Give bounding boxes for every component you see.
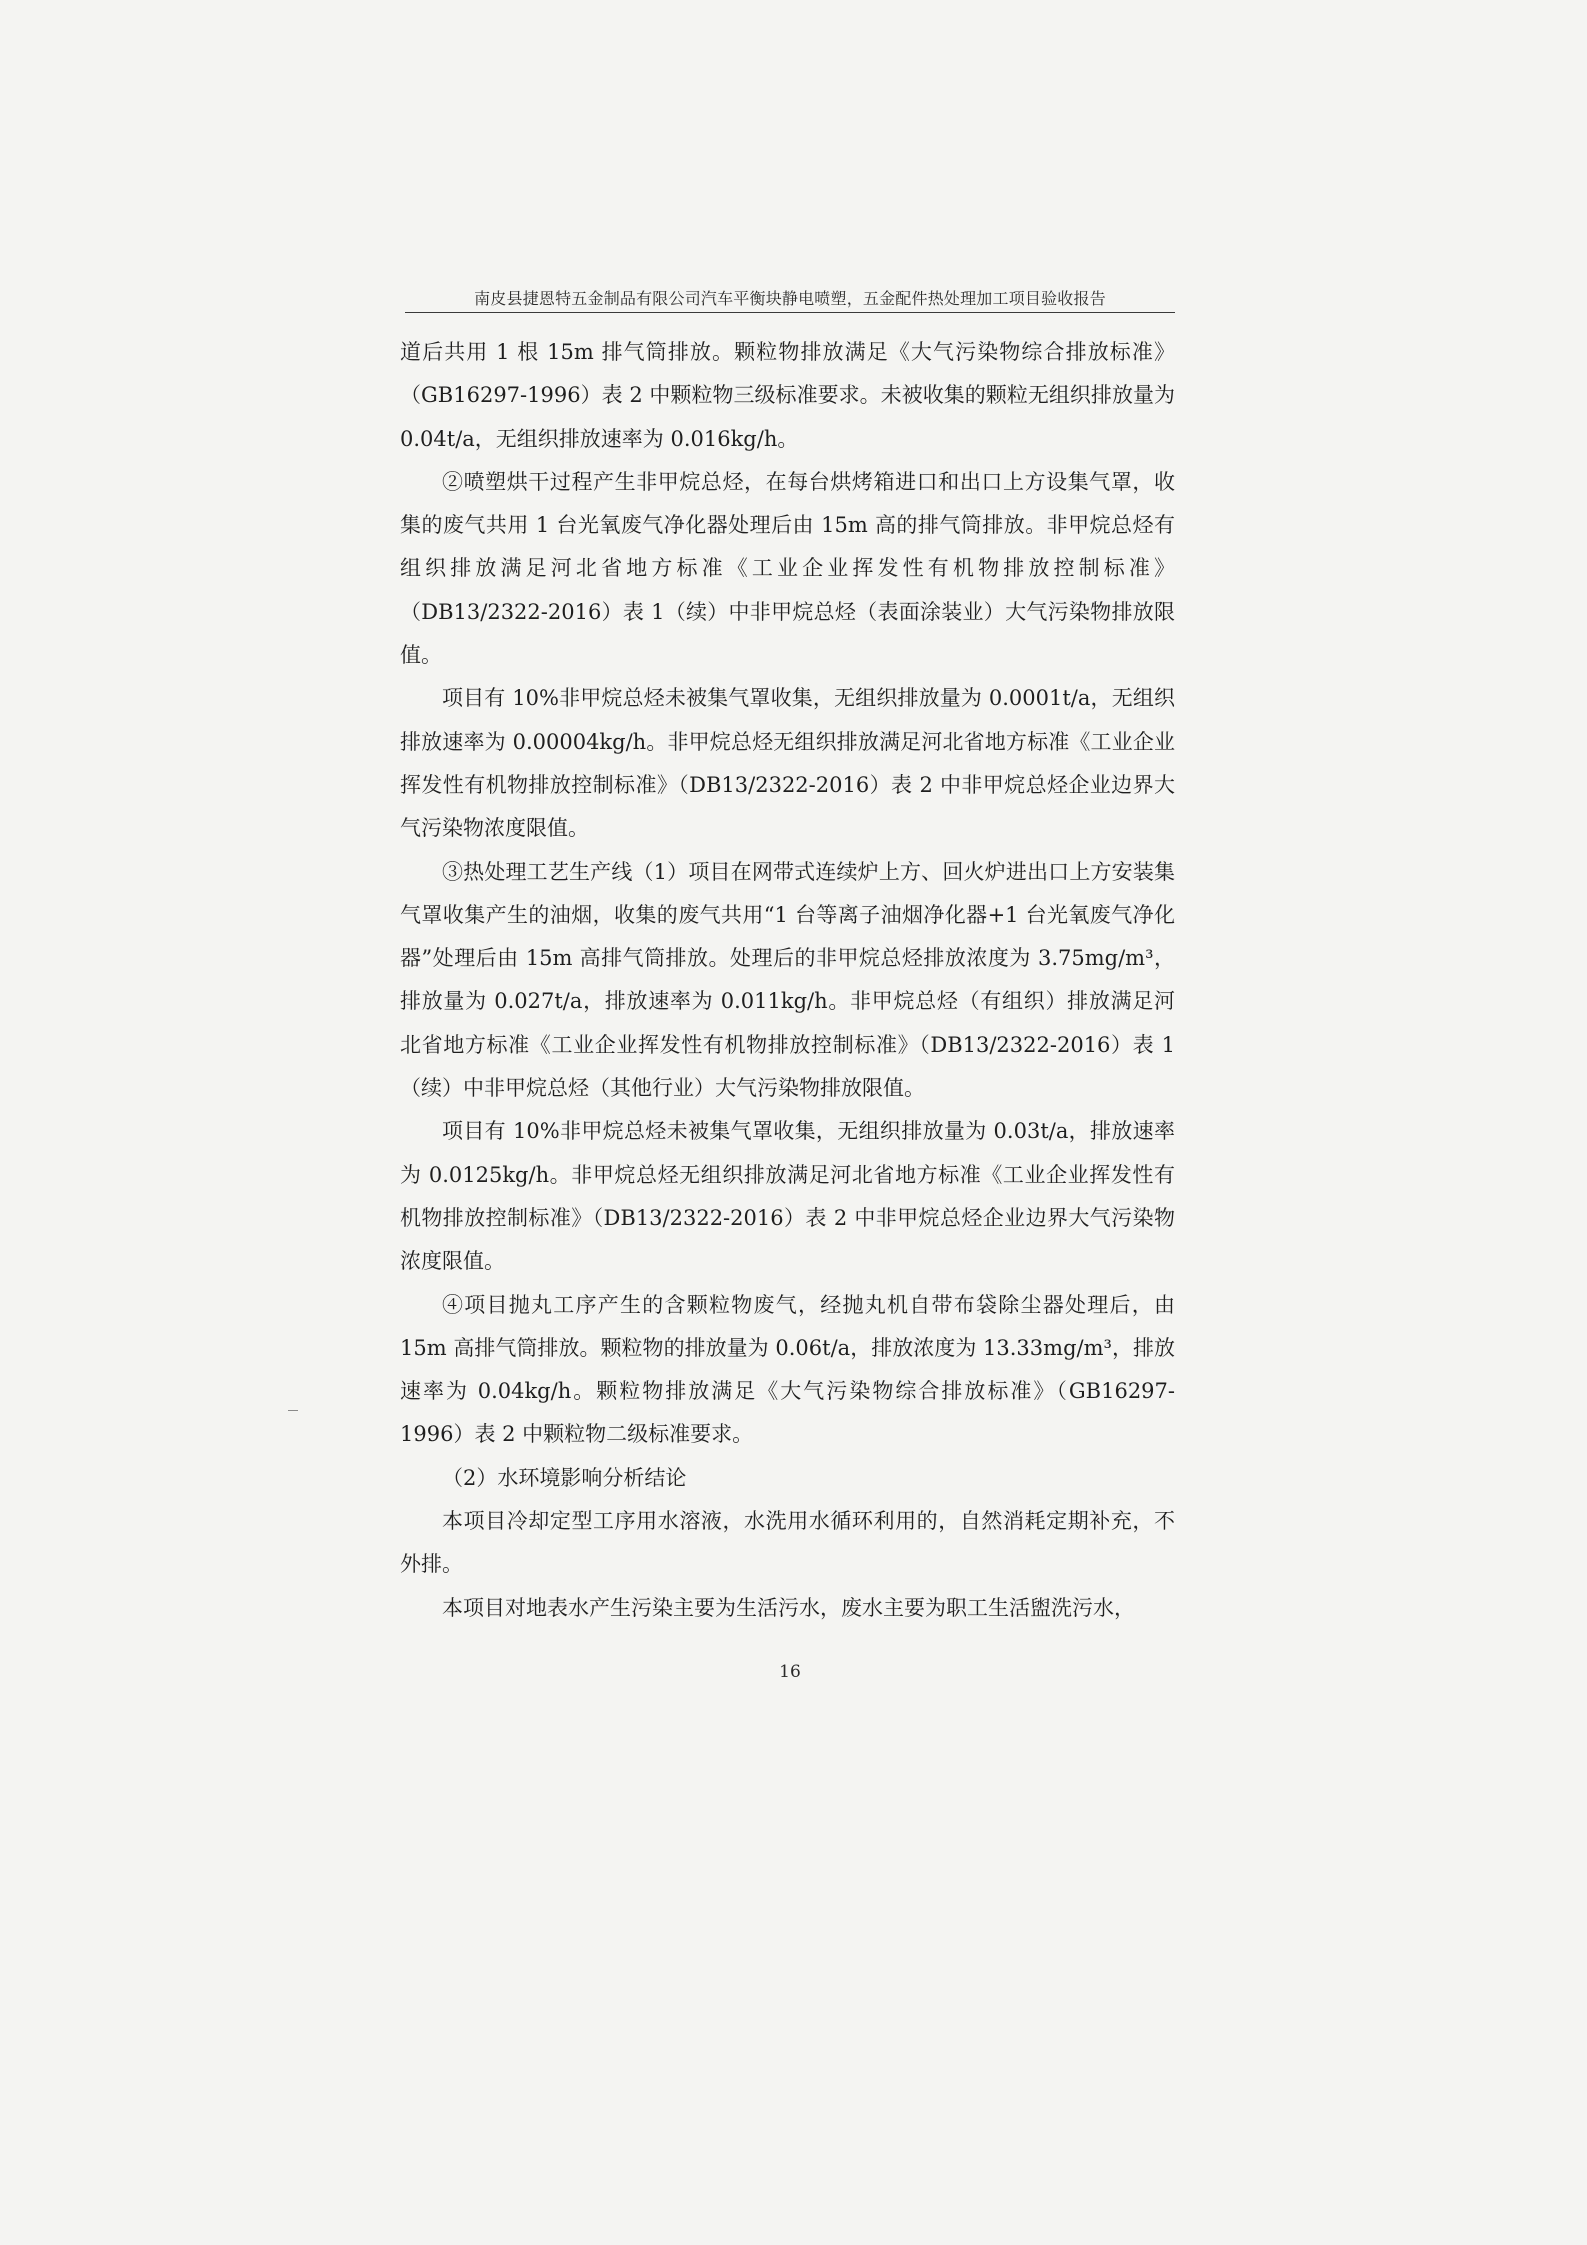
paragraph: ③热处理工艺生产线（1）项目在网带式连续炉上方、回火炉进出口上方安装集气罩收集产生的油烟，收集的废气共用“1 台等离子油烟净化器+1 台光氧废气净化器”处理后由 15m 高排气筒排放。处理后的非甲烷总烃排放浓度为 3.75mg/m³，排放量为 0.027t/a，排放速率为 0.011kg/h。非甲烷总烃（有组织）排放满足河北省地方标准《工业企业挥发性有机物排放控制标准》（DB13/2322-2016）表 1（续）中非甲烷总烃（其他行业）大气污染物排放限值。: [400, 859, 1175, 1101]
page-header: 南皮县捷恩特五金制品有限公司汽车平衡块静电喷塑，五金配件热处理加工项目验收报告: [474, 289, 1106, 308]
body-text: [400, 331, 1175, 1651]
section-heading: （2）水环境影响分析结论: [442, 1465, 687, 1490]
paragraph: ②喷塑烘干过程产生非甲烷总烃，在每台烘烤箱进口和出口上方设集气罩，收集的废气共用 1 台光氧废气净化器处理后由 15m 高的排气筒排放。非甲烷总烃有组织排放满足河北省地方标准《工业企业挥发性有机物排放控制标准》（DB13/2322-2016）表 1（续）中非甲烷总烃（表面涂装业）大气污染物排放限值。: [400, 469, 1175, 668]
page-number: 16: [779, 1662, 801, 1682]
paragraph: 本项目对地表水产生污染主要为生活污水，废水主要为职工生活盥洗污水，: [442, 1595, 1135, 1620]
paragraph: 项目有 10%非甲烷总烃未被集气罩收集，无组织排放量为 0.03t/a，排放速率为 0.0125kg/h。非甲烷总烃无组织排放满足河北省地方标准《工业企业挥发性有机物排放控制标准》（DB13/2322-2016）表 2 中非甲烷总烃企业边界大气污染物浓度限值。: [400, 1119, 1175, 1274]
paragraph: 项目有 10%非甲烷总烃未被集气罩收集，无组织排放量为 0.0001t/a，无组织排放速率为 0.00004kg/h。非甲烷总烃无组织排放满足河北省地方标准《工业企业挥发性有机物排放控制标准》（DB13/2322-2016）表 2 中非甲烷总烃企业边界大气污染物浓度限值。: [400, 686, 1175, 841]
paragraph: 道后共用 1 根 15m 排气筒排放。颗粒物排放满足《大气污染物综合排放标准》（GB16297-1996）表 2 中颗粒物三级标准要求。未被收集的颗粒无组织排放量为 0.04t/a，无组织排放速率为 0.016kg/h。: [400, 340, 1175, 451]
paragraph: ④项目抛丸工序产生的含颗粒物废气，经抛丸机自带布袋除尘器处理后，由 15m 高排气筒排放。颗粒物的排放量为 0.06t/a，排放浓度为 13.33mg/m³，排放速率为 0.04kg/h。颗粒物排放满足《大气污染物综合排放标准》（GB16297-1996）表 2 中颗粒物二级标准要求。: [400, 1292, 1175, 1447]
scan-speck: [288, 1410, 298, 1411]
paragraph: 本项目冷却定型工序用水溶液，水洗用水循环利用的，自然消耗定期补充，不外排。: [400, 1509, 1175, 1577]
header-divider: [405, 312, 1175, 313]
